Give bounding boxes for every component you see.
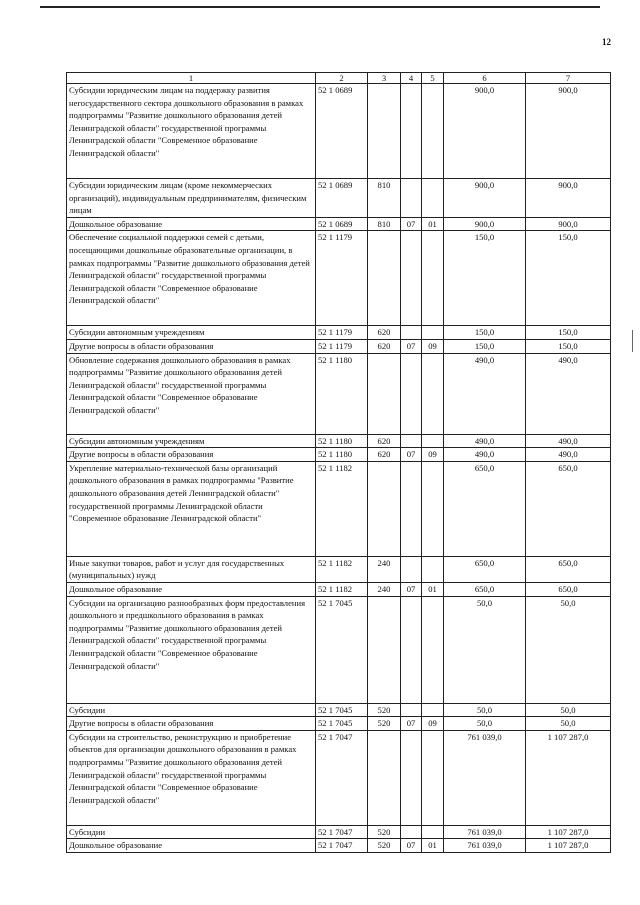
- row-section: 07: [401, 717, 422, 731]
- header-col-4: 4: [401, 73, 422, 84]
- table-row: [67, 84, 611, 179]
- header-col-3: 3: [368, 73, 401, 84]
- row-amount-1: 761 039,0: [444, 839, 526, 853]
- row-amount-2: 900,0: [526, 179, 611, 218]
- row-amount-1: 50,0: [444, 717, 526, 731]
- row-amount-2: 1 107 287,0: [526, 839, 611, 853]
- header-col-2: 2: [316, 73, 368, 84]
- row-amount-1: 761 039,0: [444, 825, 526, 839]
- row-amount-2: 650,0: [526, 556, 611, 582]
- row-expense-type: 620: [368, 339, 401, 353]
- row-subsection: [422, 596, 444, 703]
- row-section: [401, 730, 422, 825]
- row-expense-type: 520: [368, 703, 401, 717]
- row-expense-type: [368, 730, 401, 825]
- row-name: Субсидии юридическим лицам (кроме некоммерческих организаций), индивидуальным предпринимателям, физическим лицам: [67, 179, 316, 218]
- table-row: [67, 353, 611, 434]
- row-amount-2: 50,0: [526, 703, 611, 717]
- scan-top-edge: [40, 6, 600, 8]
- row-name: Дошкольное образование: [67, 839, 316, 853]
- row-subsection: 01: [422, 582, 444, 596]
- row-name: Дошкольное образование: [67, 582, 316, 596]
- row-subsection: [422, 326, 444, 340]
- row-amount-1: 50,0: [444, 703, 526, 717]
- table-row: [67, 717, 611, 731]
- row-expense-type: [368, 353, 401, 434]
- row-subsection: 09: [422, 339, 444, 353]
- page-number: 12: [602, 37, 611, 47]
- row-code: 52 1 0689: [316, 217, 368, 231]
- row-amount-1: 900,0: [444, 217, 526, 231]
- row-amount-2: 1 107 287,0: [526, 825, 611, 839]
- row-amount-2: 50,0: [526, 596, 611, 703]
- row-section: [401, 596, 422, 703]
- row-name: Субсидии автономным учреждениям: [67, 434, 316, 448]
- row-code: 52 1 1182: [316, 461, 368, 556]
- table-row: [67, 179, 611, 218]
- table-row: [67, 448, 611, 462]
- row-amount-2: 650,0: [526, 461, 611, 556]
- row-code: 52 1 1179: [316, 231, 368, 326]
- row-code: 52 1 7047: [316, 730, 368, 825]
- table-row: [67, 231, 611, 326]
- row-section: [401, 84, 422, 179]
- row-subsection: 09: [422, 448, 444, 462]
- row-amount-2: 150,0: [526, 231, 611, 326]
- row-code: 52 1 7045: [316, 717, 368, 731]
- row-section: [401, 179, 422, 218]
- table-row: [67, 825, 611, 839]
- row-subsection: [422, 461, 444, 556]
- row-expense-type: 520: [368, 839, 401, 853]
- row-section: 07: [401, 339, 422, 353]
- row-amount-2: 900,0: [526, 217, 611, 231]
- row-code: 52 1 1180: [316, 434, 368, 448]
- row-code: 52 1 0689: [316, 179, 368, 218]
- row-amount-2: 150,0: [526, 326, 611, 340]
- row-expense-type: 520: [368, 717, 401, 731]
- row-amount-2: 50,0: [526, 717, 611, 731]
- row-amount-2: 490,0: [526, 448, 611, 462]
- table-header-row: [67, 73, 611, 84]
- row-subsection: [422, 179, 444, 218]
- row-code: 52 1 1180: [316, 448, 368, 462]
- row-section: 07: [401, 448, 422, 462]
- row-section: 07: [401, 217, 422, 231]
- table-body: [67, 84, 611, 853]
- row-subsection: [422, 353, 444, 434]
- row-expense-type: 520: [368, 825, 401, 839]
- row-name: Укрепление материально-технической базы организаций дошкольного образования в рамках подпрограммы "Развитие дошкольного образования детей Ленинградской области" государственной программы Ленинградской области "Современное образование Ленинградской области": [67, 461, 316, 556]
- row-code: 52 1 1179: [316, 326, 368, 340]
- row-amount-1: 650,0: [444, 461, 526, 556]
- row-amount-2: 490,0: [526, 434, 611, 448]
- row-expense-type: 240: [368, 556, 401, 582]
- row-amount-1: 490,0: [444, 448, 526, 462]
- row-name: Другие вопросы в области образования: [67, 339, 316, 353]
- row-code: 52 1 7047: [316, 839, 368, 853]
- row-expense-type: [368, 461, 401, 556]
- table-row: [67, 217, 611, 231]
- table-row: [67, 461, 611, 556]
- row-subsection: [422, 703, 444, 717]
- row-expense-type: [368, 84, 401, 179]
- row-name: Субсидии: [67, 825, 316, 839]
- row-name: Другие вопросы в области образования: [67, 448, 316, 462]
- table-row: [67, 326, 611, 340]
- row-expense-type: [368, 231, 401, 326]
- row-amount-1: 50,0: [444, 596, 526, 703]
- row-subsection: [422, 84, 444, 179]
- row-subsection: [422, 730, 444, 825]
- scan-margin-mark: [632, 330, 633, 352]
- row-name: Иные закупки товаров, работ и услуг для государственных (муниципальных) нужд: [67, 556, 316, 582]
- row-amount-1: 490,0: [444, 434, 526, 448]
- row-name: Другие вопросы в области образования: [67, 717, 316, 731]
- row-amount-1: 150,0: [444, 339, 526, 353]
- row-amount-1: 490,0: [444, 353, 526, 434]
- table-row: [67, 730, 611, 825]
- row-expense-type: 810: [368, 217, 401, 231]
- row-name: Субсидии на строительство, реконструкцию и приобретение объектов для организации дошкольного образования в рамках подпрограммы "Развитие дошкольного образования детей Ленинградской области" государственной программы Ленинградской области "Современное образование Ленинградской области": [67, 730, 316, 825]
- row-code: 52 1 1182: [316, 582, 368, 596]
- row-amount-1: 650,0: [444, 556, 526, 582]
- row-expense-type: 810: [368, 179, 401, 218]
- row-subsection: [422, 434, 444, 448]
- row-section: [401, 434, 422, 448]
- row-section: [401, 825, 422, 839]
- row-amount-2: 1 107 287,0: [526, 730, 611, 825]
- row-section: [401, 326, 422, 340]
- row-subsection: 01: [422, 839, 444, 853]
- row-expense-type: 240: [368, 582, 401, 596]
- row-subsection: 01: [422, 217, 444, 231]
- row-code: 52 1 0689: [316, 84, 368, 179]
- header-col-7: 7: [526, 73, 611, 84]
- row-section: [401, 461, 422, 556]
- row-name: Субсидии юридическим лицам на поддержку развития негосударственного сектора дошкольного образования в рамках подпрограммы "Развитие дошкольного образования детей Ленинградской области" государственной программы Ленинградской области "Современное образование Ленинградской области": [67, 84, 316, 179]
- row-section: [401, 231, 422, 326]
- row-name: Субсидии автономным учреждениям: [67, 326, 316, 340]
- row-expense-type: 620: [368, 448, 401, 462]
- row-expense-type: 620: [368, 434, 401, 448]
- row-section: 07: [401, 839, 422, 853]
- header-col-1: 1: [67, 73, 316, 84]
- row-subsection: [422, 231, 444, 326]
- table-row: [67, 556, 611, 582]
- row-name: Субсидии: [67, 703, 316, 717]
- row-amount-1: 900,0: [444, 179, 526, 218]
- row-code: 52 1 7047: [316, 825, 368, 839]
- row-amount-1: 900,0: [444, 84, 526, 179]
- row-amount-2: 150,0: [526, 339, 611, 353]
- table-row: [67, 839, 611, 853]
- row-name: Субсидии на организацию разнообразных форм предоставления дошкольного и предшкольного образования в рамках подпрограммы "Развитие дошкольного образования детей Ленинградской области" государственной программы Ленинградской области "Современное образование Ленинградской области": [67, 596, 316, 703]
- row-name: Дошкольное образование: [67, 217, 316, 231]
- row-amount-1: 761 039,0: [444, 730, 526, 825]
- row-code: 52 1 1180: [316, 353, 368, 434]
- budget-table: [66, 72, 611, 853]
- row-code: 52 1 7045: [316, 596, 368, 703]
- row-section: [401, 703, 422, 717]
- row-section: [401, 556, 422, 582]
- header-col-5: 5: [422, 73, 444, 84]
- row-amount-2: 490,0: [526, 353, 611, 434]
- table-row: [67, 434, 611, 448]
- header-col-6: 6: [444, 73, 526, 84]
- row-subsection: [422, 825, 444, 839]
- row-amount-1: 650,0: [444, 582, 526, 596]
- row-section: 07: [401, 582, 422, 596]
- table-row: [67, 339, 611, 353]
- row-amount-2: 650,0: [526, 582, 611, 596]
- row-subsection: [422, 556, 444, 582]
- table-row: [67, 582, 611, 596]
- row-code: 52 1 1179: [316, 339, 368, 353]
- row-amount-2: 900,0: [526, 84, 611, 179]
- row-code: 52 1 7045: [316, 703, 368, 717]
- table-row: [67, 596, 611, 703]
- row-amount-1: 150,0: [444, 231, 526, 326]
- row-expense-type: [368, 596, 401, 703]
- row-code: 52 1 1182: [316, 556, 368, 582]
- row-name: Обеспечение социальной поддержки семей с детьми, посещающими дошкольные образовательные организации, в рамках подпрограммы "Развитие дошкольного образования детей Ленинградской области" государственной программы Ленинградской области "Современное образование Ленинградской области": [67, 231, 316, 326]
- row-subsection: 09: [422, 717, 444, 731]
- row-name: Обновление содержания дошкольного образования в рамках подпрограммы "Развитие дошкольного образования детей Ленинградской области" государственной программы Ленинградской области "Современное образование Ленинградской области": [67, 353, 316, 434]
- table-row: [67, 703, 611, 717]
- row-section: [401, 353, 422, 434]
- row-amount-1: 150,0: [444, 326, 526, 340]
- row-expense-type: 620: [368, 326, 401, 340]
